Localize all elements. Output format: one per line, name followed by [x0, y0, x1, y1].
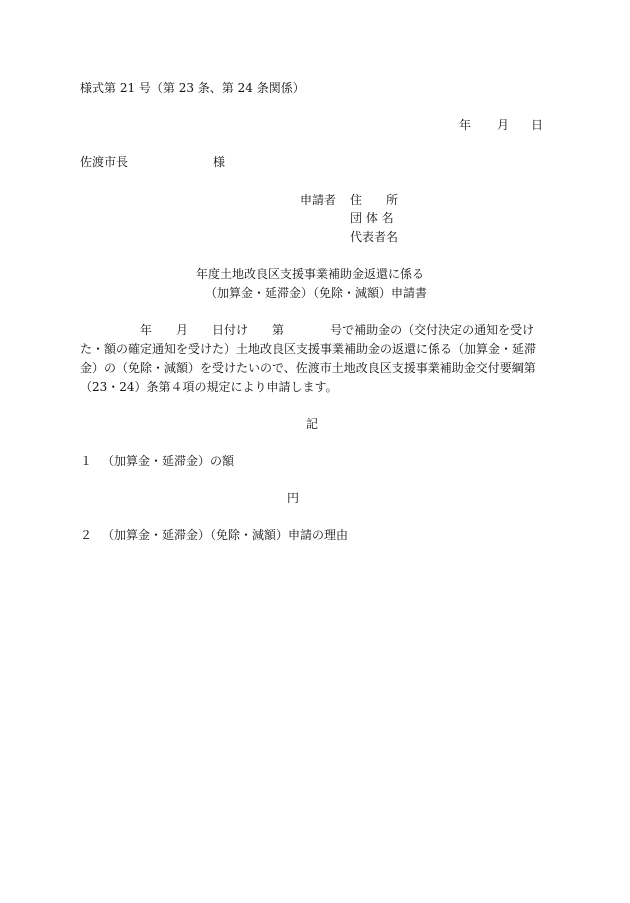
- item-1-unit: 円: [287, 491, 300, 505]
- item-2-text: （加算金・延滞金）（免除・減額）申請の理由: [102, 528, 349, 542]
- item-2-number: ２: [80, 528, 93, 542]
- body-year: 年: [140, 323, 153, 337]
- document-title-line1: 年度土地改良区支援事業補助金返還に係る: [196, 267, 425, 281]
- body-line1-rest: 号で補助金の（交付決定の通知を受け: [330, 323, 535, 337]
- addressee-suffix: 様: [213, 155, 226, 169]
- addressee-name: 佐渡市長: [80, 155, 129, 169]
- body-line3: 金）の（免除・減額）を受けたいので、佐渡市土地改良区支援事業補助金交付要綱第: [80, 361, 536, 375]
- item-1: [80, 455, 234, 467]
- item-1-number: １: [80, 454, 93, 468]
- body-dated: 日付け: [212, 323, 249, 337]
- applicant-organization-label: 団 体 名: [350, 211, 394, 225]
- body-line1: [80, 324, 534, 336]
- date-day: 日: [531, 118, 544, 132]
- body-month: 月: [176, 323, 189, 337]
- body-number-prefix: 第: [272, 323, 285, 337]
- item-2: [80, 529, 348, 541]
- date-month: 月: [497, 118, 510, 132]
- record-heading: 記: [306, 417, 319, 431]
- applicant-address-label: 住 所: [350, 193, 399, 207]
- body-line4: （23・24）条第４項の規定により申請します。: [80, 380, 338, 394]
- applicant-label: 申請者: [300, 193, 337, 207]
- form-number: 様式第 21 号（第 23 条、第 24 条関係）: [80, 81, 305, 95]
- document-title-line2: （加算金・延滞金）（免除・減額）申請書: [205, 286, 428, 300]
- item-1-text: （加算金・延滞金）の額: [102, 454, 235, 468]
- date-year: 年: [459, 118, 472, 132]
- date-line: [459, 119, 543, 131]
- body-line2: た・額の確定通知を受けた）土地改良区支援事業補助金の返還に係る（加算金・延滞: [80, 342, 537, 356]
- applicant-representative-label: 代表者名: [350, 230, 399, 244]
